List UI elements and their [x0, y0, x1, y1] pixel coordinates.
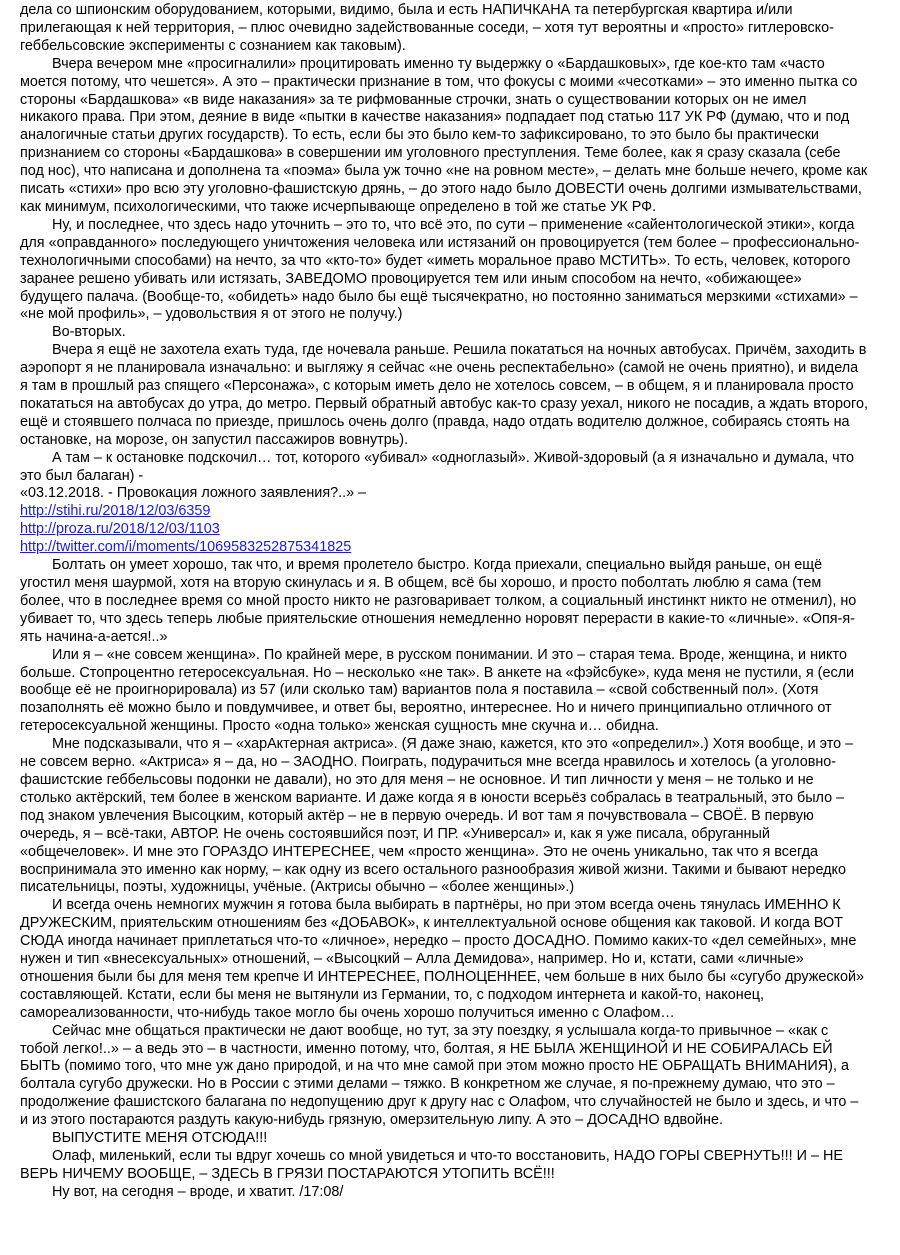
hyperlink[interactable]: http://stihi.ru/2018/12/03/6359 — [20, 503, 211, 520]
text-paragraph: ВЫПУСТИТЕ МЕНЯ ОТСЮДА!!! — [52, 1130, 268, 1147]
text-paragraph: Или я – «не совсем женщина». По крайней мере, в русском понимании. И это – старая тема. Вроде, женщина, и никто больше. Стопроцентно гетеросексуальная. Но – несколько «не так». В анкете на «фэйсбуке», куда меня не пустили, я (если вообще её не проигнорировала) из 57 (или сколько там) вариантов пола я поставила – «свой собственный пол». (Хотя позаполнять её можно было и повдумчивее, и ответ бы, вероятно, интереснее. Но и ничего принципиально отличного от гетеросексуальной женщины. Просто «одна только» женская сущность мне скучна и… обидна. — [20, 646, 855, 735]
text-paragraph: «03.12.2018. - Провокация ложного заявления?..» – — [20, 485, 367, 502]
text-paragraph: Вчера я ещё не захотела ехать туда, где ночевала раньше. Решила покататься на ночных автобусах. Причём, заходить в аэропорт я не планировала изначально: и выгляжу я сейчас «не очень респектабельно» (самой не очень приятно), и видела я там в прошлый раз спящего «Персонажа», с которым иметь дело не хотелось совсем, – в общем, я и планировала просто покататься на автобусах до утра, до метро. Первый обратный автобус как-то сразу уехал, никого не посадив, а ждать второго, ещё и стоявшего полчаса по приезде, пришлось очень долго (правда, надо отдать водителю должное, собираясь стоять на остановке, на морозе, он запустил пассажиров вовнутрь). — [20, 342, 868, 448]
link-paragraph — [20, 539, 868, 557]
text-paragraph: дела со шпионским оборудованием, которыми, видимо, была и есть НАПИЧКАНА та петербургская квартира и/или прилегающая к ней территория, – плюс очевидно задействованные соседи, – хотя тут вероятны и «просто» гитлеровско-геббельсовские эксперименты с сознанием как таковым). — [20, 2, 834, 54]
hyperlink[interactable]: http://twitter.com/i/moments/1069583252875341825 — [20, 539, 352, 556]
text-paragraph: Болтать он умеет хорошо, так что, и время пролетело быстро. Когда приехали, специально выйдя раньше, он ещё угостил меня шаурмой, хотя на вторую скинулась и я. В общем, всё бы хорошо, и просто поболтать люблю я сама (тем более, что в последнее время со мной просто никто не разговаривает толком, а социальный инстинкт никто не отменил), но убивает то, что здесь теперь любые приятельские отношения немедленно норовят перерасти в какие-то «личные». «Опя-я-ять начина-а-ается!..» — [20, 557, 857, 645]
text-paragraph: А там – к остановке подскочил… тот, которого «убивал» «одноглазый». Живой-здоровый (а я изначально и думала, что это был балаган) - — [20, 449, 855, 484]
text-paragraph: И всегда очень немногих мужчин я готова была выбирать в партнёры, но при этом всегда очень тянулась ИМЕННО К ДРУЖЕСКИМ, приятельским отношениям без «ДОБАВОК», к интеллектуальной основе общения как таковой. И когда ВОТ СЮДА иногда начинает приплетаться что-то «личное», нередко – просто ДОСАДНО. Помимо каких-то «дел семейных», мне нужен и тип «внесексуальных» отношений, – «Высоцкий – Алла Демидова», например. Но и, кстати, сами «личные» отношения были бы для меня тем крепче И ИНТЕРЕСНЕЕ, ПОЛНОЦЕННЕЕ, чем больше в них было бы «сугубо дружеской» составляющей. Кстати, если бы меня не вытянули из Германии, то, с подходом интернета и какой-то, наконец, самореализованности, что-нибудь такое могло бы очень хорошо получиться именно с Олафом… — [20, 897, 865, 1021]
link-paragraph — [20, 503, 868, 521]
hyperlink[interactable]: http://proza.ru/2018/12/03/1103 — [20, 521, 220, 538]
text-paragraph: Мне подсказывали, что я – «харАктерная актриса». (Я даже знаю, кажется, кто это «определил».) Хотя вообще, и это – не совсем верно. «Актриса» я – да, но – ЗАОДНО. Поиграть, подурачиться мне всегда нравилось и хотелось (а уголовно-фашистские геббельсовы подонки не давали), но это для меня – не основное. И тип личности у меня – не только и не столько актёрский, тем более в женском варианте. И даже когда я в юности всерьёз собралась в театральный, это было – под знаком увлечения Высоцким, который актёр – не в первую очередь. И вот там я почувствовала – СВОЁ. В первую очередь, я – всё-таки, АВТОР. Не очень состоявшийся поэт, И ПР. «Универсал» и, как я уже писала, обруганный «общечеловек». И мне это ГОРАЗДО ИНТЕРЕСНЕЕ, чем «просто женщина». Это не очень уникально, так что я всегда воспринимала это именно как норму, – как одну из всего остального разнообразия живой жизни. Такими и бывают нередко писательницы, поэты, художницы, учёные. (Актрисы обычно – «более женщины».) — [20, 736, 854, 896]
text-paragraph: Сейчас мне общаться практически не дают вообще, но тут, за эту поездку, я услышала когда-то привычное – «как с тобой легко!..» – а ведь это – в частности, именно потому, что, болтая, я НЕ БЫЛА ЖЕНЩИНОЙ И НЕ СОБИРАЛАСЬ ЕЙ БЫТЬ (помимо того, что мне уж дано природой, и на что мне самой при этом можно просто НЕ ОБРАЩАТЬ ВНИМАНИЯ), а болтала сугубо дружески. Но в России с этими делами – тяжко. В конкретном же случае, я по-прежнему думаю, что это – продолжение фашистского балагана по недопущению друг к другу нас с Олафом, что случайностей не было и здесь, и что – и из этого постараются раздуть какую-нибудь грязную, омерзительную липу. А это – ДОСАДНО вдвойне. — [20, 1022, 859, 1129]
text-paragraph: Ну, и последнее, что здесь надо уточнить – это то, что всё это, по сути – применение «сайентологической этики», когда для «оправданного» последующего уничтожения человека или истязаний он провоцируется (тем более – профессионально-технологичными способами) на нечто, за что «кто-то» будет «иметь моральное право МСТИТЬ». То есть, человек, которого заранее решено убивать или истязать, ЗАВЕДОМО провоцируется тем или иным способом на нечто, «обижающее» будущего палача. (Вообще-то, «обидеть» надо было бы ещё тысячекратно, но постоянно заниматься мерзкими «стихами» – «не мой профиль», – удовольствия я от этого не получу.) — [20, 216, 860, 323]
text-paragraph: Олаф, миленький, если ты вдруг хочешь со мной увидеться и что-то восстановить, НАДО ГОРЫ СВЕРНУТЬ!!! И – НЕ ВЕРЬ НИЧЕМУ ВООБЩЕ, – ЗДЕСЬ В ГРЯЗИ ПОСТАРАЮТСЯ УТОПИТЬ ВСЁ!!! — [20, 1148, 843, 1182]
text-paragraph: Ну вот, на сегодня – вроде, и хватит. /17:08/ — [52, 1183, 344, 1200]
text-paragraph: Во-вторых. — [52, 324, 126, 341]
link-paragraph — [20, 521, 868, 539]
text-paragraph: Вчера вечером мне «просигналили» процитировать именно ту выдержку о «Бардашковых», где кое-кто там «часто моется потому, что чешется». А это – практически признание в том, что фокусы с моими «чесотками» – это именно пытка со стороны «Бардашкова» «в виде наказания» за те рифмованные строчки, знать о существовании которых он не имел никакого права. При этом, деяние в виде «пытки в качестве наказания» подпадает под статью 117 УК РФ (думаю, что и под аналогичные статьи других государств). То есть, если бы это было кем-то зафиксировано, то это было бы практически признанием со стороны «Бардашкова» в совершении им уголовного преступления. Теме более, как я сразу сказала (себе под нос), что написана и дополнена та «поэма» была уж точно «не на ровном месте», – делать мне больше нечего, кроме как писать «стихи» про всю эту уголовно-фашистскую дрянь, – до этого надо было ДОВЕСТИ очень долгими измывательствами, как минимум, психологическими, что также исчерпывающе определено в той же статье УК РФ. — [20, 55, 868, 215]
